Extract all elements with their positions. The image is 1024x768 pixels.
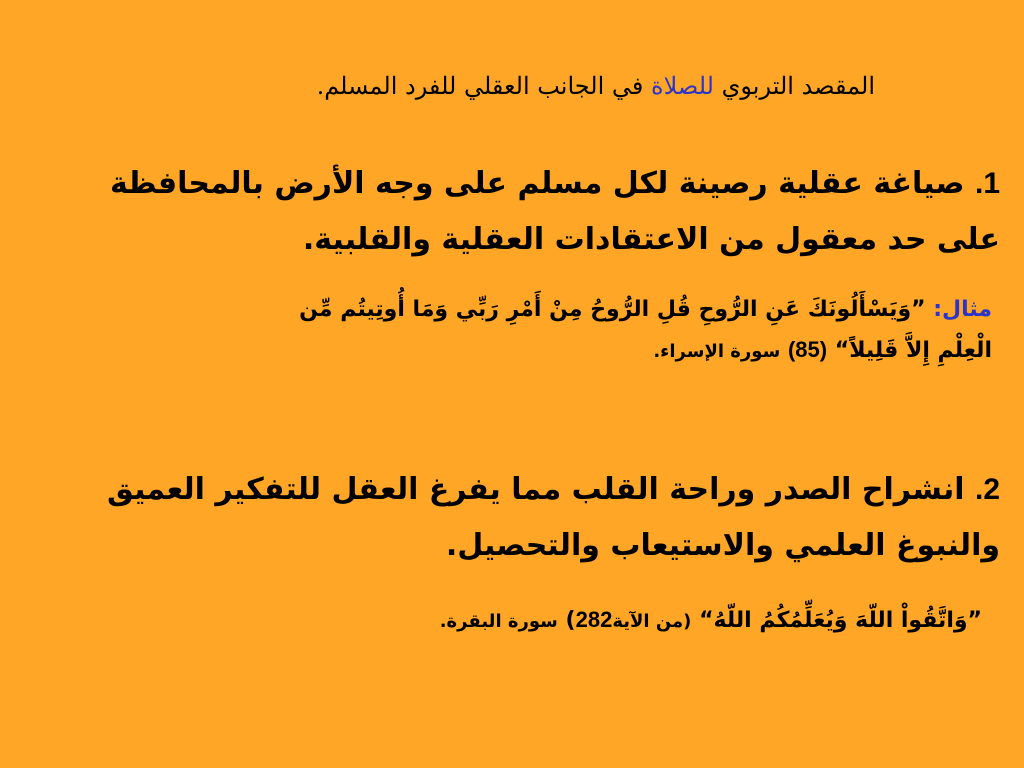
example-label: مثال: xyxy=(933,297,992,322)
point-1-number: 1. xyxy=(974,167,1000,200)
example-1-surah: سورة الإسراء. xyxy=(653,341,781,362)
point-2-number: 2. xyxy=(974,473,1000,506)
point-2-text-1: انشراح الصدر وراحة القلب مما يفرغ العقل للتفكير العميق xyxy=(107,472,965,507)
example-1-line-2 xyxy=(70,330,992,372)
title-part-2: في الجانب العقلي للفرد المسلم. xyxy=(316,72,644,100)
slide-title xyxy=(60,66,875,106)
example-2-ref-close: ) xyxy=(565,608,576,633)
example-1-line-1 xyxy=(70,290,992,330)
example-1-ayah: (85) xyxy=(787,337,828,362)
example-2-ref-open: (من الآية xyxy=(612,611,692,632)
example-1 xyxy=(70,290,992,372)
point-1 xyxy=(62,156,1000,268)
example-2 xyxy=(230,600,982,642)
point-1-line-1 xyxy=(62,156,1000,212)
example-2-ayah: 282 xyxy=(575,607,613,632)
title-part-1: المقصد التربوي xyxy=(721,72,875,100)
title-highlight: للصلاة xyxy=(651,72,714,100)
example-1-verse-1: ”وَيَسْأَلُونَكَ عَنِ الرُّوحِ قُلِ الرُّوحُ مِنْ أَمْرِ رَبِّي وَمَا أُوتِيتُم مِّن xyxy=(299,297,926,322)
point-2 xyxy=(62,462,1000,574)
example-2-verse: ”وَاتَّقُواْ اللّهَ وَيُعَلِّمُكُمُ اللّهُ“ xyxy=(699,608,982,633)
point-1-line-2: على حد معقول من الاعتقادات العقلية والقلبية. xyxy=(302,222,1000,257)
example-2-surah: سورة البقرة. xyxy=(439,611,558,632)
point-2-line-1 xyxy=(62,462,1000,518)
point-2-line-2: والنبوغ العلمي والاستيعاب والتحصيل. xyxy=(445,528,1000,563)
example-1-verse-2: الْعِلْمِ إِلاَّ قَلِيلاً“ xyxy=(834,338,992,363)
point-1-text-1: صياغة عقلية رصينة لكل مسلم على وجه الأرض بالمحافظة xyxy=(110,166,965,201)
